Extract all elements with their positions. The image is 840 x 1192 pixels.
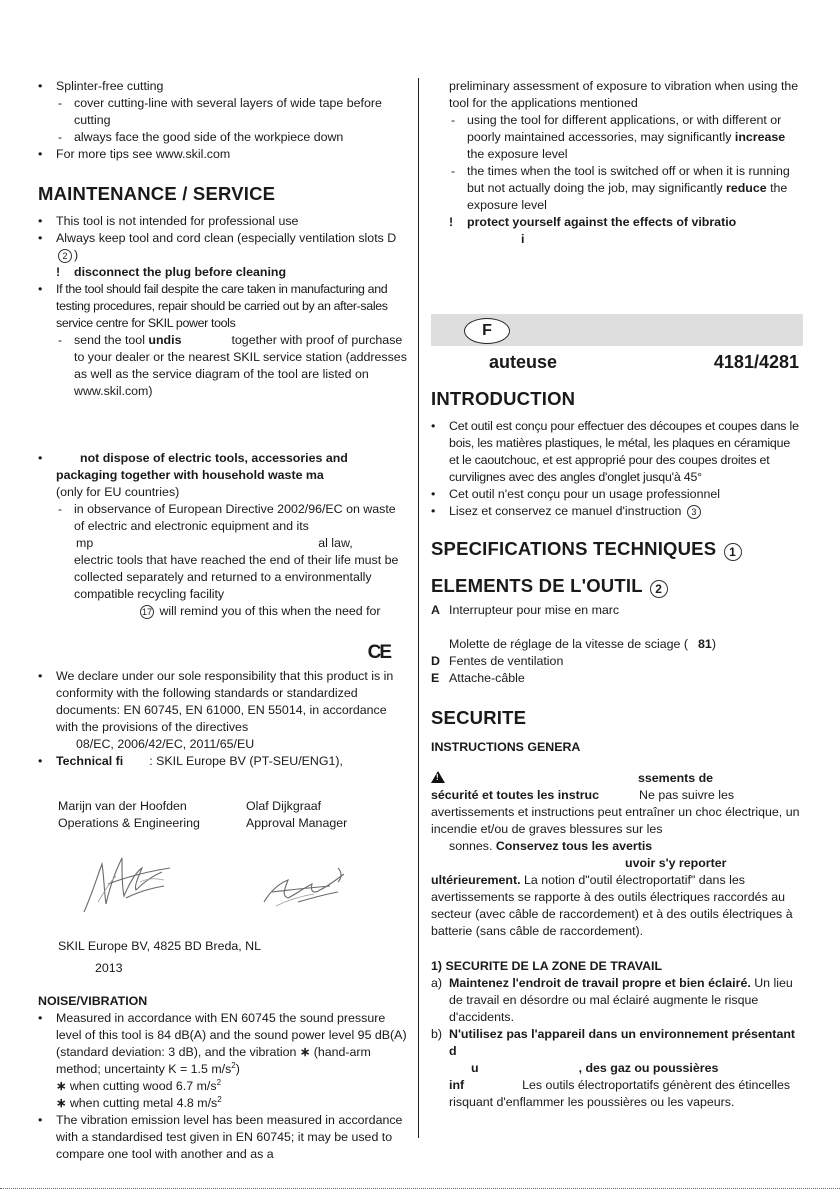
splinter-dash-2-text: always face the good side of the workpiece down: [74, 130, 344, 144]
environment-bullet: [38, 450, 408, 501]
warning-triangle-mark: !: [436, 773, 439, 782]
noise-text-c: ): [235, 1062, 240, 1076]
introduction-heading: INTRODUCTION: [431, 388, 576, 409]
work-area-heading: 1) SECURITE DE LA ZONE DE TRAVAIL: [431, 959, 663, 973]
element-e-text: Attache-câble: [449, 671, 525, 685]
maintenance-bullet-2-close: ): [74, 248, 79, 262]
item-b-bold-b: u: [471, 1061, 479, 1075]
signatory-1-name: Marijn van der Hoofden: [58, 799, 187, 813]
environment-dash: [38, 501, 408, 620]
vibration-dash-1: [431, 112, 803, 163]
environment-eu-only: (only for EU countries): [56, 485, 180, 499]
elements-heading-text: ELEMENTS DE L'OUTIL: [431, 575, 643, 596]
specifications-heading: [431, 538, 803, 561]
signature-1-icon: [78, 842, 188, 918]
work-area-item-a: [431, 975, 803, 1026]
page-bottom-rule: [0, 1188, 840, 1189]
conformity-directives: 08/EC, 2006/42/EC, 2011/65/EU: [76, 737, 255, 751]
undismantled-bold: undis: [148, 333, 182, 347]
safety-bold-a: ssements de: [638, 771, 714, 785]
declaration-year: 2013: [95, 961, 123, 975]
noise-bullet-1: [38, 1010, 408, 1112]
send-tool-rest: together with proof of purchase to your dealer or the nearest SKIL service station (addresses as well as the service diagram of the tool are listed on www.skil.com): [74, 333, 407, 398]
company-address: SKIL Europe BV, 4825 BD Breda, NL: [58, 939, 261, 953]
element-d-text: Fentes de ventilation: [449, 654, 564, 668]
maintenance-bullet-3: [38, 281, 408, 332]
ce-mark-icon: CE: [367, 642, 390, 663]
conformity-bullet-1: [38, 668, 408, 753]
element-e: [431, 670, 803, 687]
item-a-letter: a): [431, 976, 443, 990]
ce-row: [38, 644, 408, 668]
star-icon: ∗: [299, 1045, 311, 1059]
product-title: [431, 354, 803, 380]
sup-2-a: 2: [231, 1060, 236, 1070]
item-b-bold-d: inf: [449, 1078, 465, 1092]
tips-bullet: [38, 146, 408, 163]
ref-circle-17: 17: [141, 607, 152, 617]
vibration-dash-2: [431, 163, 803, 214]
safety-text-a: Ne pas suivre les avertissements et instructions peut entraîner un choc électrique, un incendie et/ou de graves blessures sur les: [431, 788, 800, 836]
item-a-text: Un lieu de travail en désordre ou mal éclairé augmente le risque d'accidents.: [449, 976, 793, 1024]
ref-circle-1: 1: [724, 543, 742, 561]
increase-bold: increase: [734, 130, 786, 144]
vibration-dash-1-end: the exposure level: [467, 147, 568, 161]
maintenance-bullet-2: [38, 230, 408, 264]
safety-bold-d: uvoir s'y reporter: [625, 856, 727, 870]
disconnect-warning: [38, 264, 408, 281]
noise-emission-text: The vibration emission level has been measured in accordance with a standardised test given in EN 60745; it may be used to compare one tool with another and as a: [56, 1113, 403, 1161]
signatory-1-role: Operations & Engineering: [58, 816, 200, 830]
intro-text-2: Cet outil n'est conçu pour un usage professionnel: [449, 487, 721, 501]
noise-text-a: Measured in accordance with EN 60745 the sound pressure level of this tool is 84 dB(A) and the sound power level 95 dB(A) (standard deviation: 3 dB), and the vibration: [56, 1011, 407, 1059]
tips-text: For more tips see www.skil.com: [56, 147, 231, 161]
environment-dash-text-c: al law,: [318, 536, 353, 550]
conformity-bullet-2: [38, 753, 408, 770]
vibration-warning-text: protect yourself against the effects of vibratio: [467, 215, 737, 229]
element-c-text: Molette de réglage de la vitesse de sciage (: [449, 637, 689, 651]
disconnect-warning-text: disconnect the plug before cleaning: [74, 265, 287, 279]
star-icon: ∗: [56, 1096, 67, 1110]
element-c-close: ): [711, 637, 716, 651]
signature-block: [38, 798, 408, 968]
right-column: [431, 78, 803, 1111]
send-tool-text: send the tool: [74, 333, 145, 347]
splinter-dash-1: [38, 95, 408, 129]
sup-2-b: 2: [216, 1077, 222, 1087]
splinter-bullet: [38, 78, 408, 95]
splinter-dash-1-text: cover cutting-line with several layers of wide tape before cutting: [74, 96, 382, 127]
sup-2-c: 2: [217, 1094, 222, 1104]
signatory-2-name: Olaf Dijkgraaf: [246, 799, 322, 813]
vibration-warning-fragment: i: [521, 232, 525, 246]
element-a: [431, 602, 803, 619]
product-name-fragment: auteuse: [489, 352, 558, 372]
item-b-text: Les outils électroportatifs génèrent des étincelles risquant d'enflammer les poussières ou les vapeurs.: [449, 1078, 791, 1109]
noise-bullet-2: [38, 1112, 408, 1163]
safety-paragraph: [431, 770, 803, 940]
element-d-letter: D: [431, 654, 440, 668]
noise-wood: when cutting wood 6.7 m/s: [69, 1079, 217, 1093]
safety-text-c: La notion d"outil électroportatif" dans les avertissements se rapporte à des outils électriques raccordés au secteur (avec câble de raccordement) et à des outils électriques à batterie (sans câble de raccordement).: [431, 873, 793, 938]
work-area-item-b: [431, 1026, 803, 1111]
safety-bold-c: Conservez tous les avertis: [495, 839, 653, 853]
element-e-letter: E: [431, 671, 440, 685]
vibration-warning: [431, 214, 803, 248]
signature-2-icon: [258, 862, 358, 912]
environment-bold: not dispose of electric tools, accessories and packaging together with household waste ma: [56, 451, 348, 482]
splinter-title: Splinter-free cutting: [56, 79, 164, 93]
intro-bullet-2: [431, 486, 803, 503]
item-a-bold: Maintenez l'endroit de travail propre et bien éclairé.: [449, 976, 751, 990]
element-a-letter: A: [431, 603, 440, 617]
intro-text-3: Lisez et conservez ce manuel d'instruction: [449, 504, 682, 518]
maintenance-bullet-1: [38, 213, 408, 230]
element-d: [431, 653, 803, 670]
vibration-dash-1-text: using the tool for different applications, or with different or poorly maintained accessories, may significantly: [467, 113, 782, 144]
item-b-bold-c: , des gaz ou poussières: [578, 1061, 719, 1075]
environment-dash-text-a: in observance of European Directive 2002/96/EC on waste of electric and electronic equipment and its: [74, 502, 396, 533]
warning-triangle-icon: [431, 771, 445, 783]
safety-bold-e: ultérieurement.: [431, 873, 521, 887]
item-b-bold-a: N'utilisez pas l'appareil dans un environnement présentant d: [449, 1027, 796, 1058]
column-divider: [418, 78, 419, 1138]
maintenance-bullet-3-text: If the tool should fail despite the care taken in manufacturing and testing procedures, repair should be carried out by an after-sales service centre for SKIL power tools: [56, 282, 388, 330]
environment-dash-text-e: will remind you of this when the need for: [159, 604, 381, 618]
maintenance-bullet-1-text: This tool is not intended for professional use: [56, 214, 299, 228]
signatory-1: [58, 798, 258, 832]
environment-dash-text-d: electric tools that have reached the end of their life must be collected separately and returned to a environmentally compatible recycling facility: [74, 553, 399, 601]
safety-bold-b: sécurité et toutes les instruc: [431, 788, 600, 802]
intro-bullet-3: [431, 503, 803, 520]
intro-text-1: Cet outil est conçu pour effectuer des découpes et coupes dans le bois, les matières plastiques, le métal, les plaques en céramique et le caoutchouc, et est approprié pour des coupes droites et curvilignes avec des angles d'onglet jusqu'à 45°: [449, 419, 799, 484]
signatory-2: [246, 798, 406, 832]
technical-file-value: : SKIL Europe BV (PT-SEU/ENG1),: [149, 754, 343, 768]
ref-circle-2b: 2: [650, 580, 668, 598]
item-b-letter: b): [431, 1027, 443, 1041]
conformity-text: We declare under our sole responsibility that this product is in conformity with the following standards or standardized documents: EN 60745, EN 61000, EN 55014, in accordance with the provisions of the directives: [56, 669, 394, 734]
maintenance-bullet-2-text: Always keep tool and cord clean (especially ventilation slots D: [56, 231, 397, 245]
splinter-dash-2: [38, 129, 408, 146]
maintenance-heading: MAINTENANCE / SERVICE: [38, 183, 276, 204]
vibration-dash-2-text: the times when the tool is switched off or when it is running but not actually doing the job, may significantly: [467, 164, 790, 195]
vibration-dash-2-end: the exposure level: [467, 181, 788, 212]
language-badge-f: F: [464, 318, 510, 344]
star-icon: ∗: [56, 1079, 67, 1093]
noise-heading: NOISE/VIBRATION: [38, 994, 148, 1008]
reduce-bold: reduce: [726, 181, 767, 195]
elements-heading: [431, 575, 803, 598]
safety-text-b: sonnes.: [449, 839, 493, 853]
element-a-text: Interrupteur pour mise en marc: [449, 603, 620, 617]
noise-metal: when cutting metal 4.8 m/s: [69, 1096, 218, 1110]
specifications-heading-text: SPECIFICATIONS TECHNIQUES: [431, 538, 717, 559]
vibration-continued: preliminary assessment of exposure to vibration when using the tool for the applications mentioned: [449, 79, 799, 110]
intro-bullet-1: [431, 418, 803, 486]
element-c-bold: 81: [698, 637, 712, 651]
maintenance-dash-1: [38, 332, 408, 400]
left-column: [38, 78, 408, 1163]
safety-heading: SECURITE: [431, 707, 527, 728]
technical-file-label: Technical fi: [56, 754, 124, 768]
product-model: 4181/4281: [713, 352, 799, 372]
language-bar: [431, 314, 803, 346]
environment-dash-text-b: mp: [76, 536, 94, 550]
noise-text-b: (hand-arm method; uncertainty K = 1.5 m/s: [56, 1045, 371, 1076]
general-instructions-heading: INSTRUCTIONS GENERA: [431, 740, 581, 754]
ref-circle-2: 2: [58, 249, 72, 263]
element-c: [431, 636, 803, 653]
ref-circle-3: 3: [687, 505, 701, 519]
signatory-2-role: Approval Manager: [246, 816, 348, 830]
